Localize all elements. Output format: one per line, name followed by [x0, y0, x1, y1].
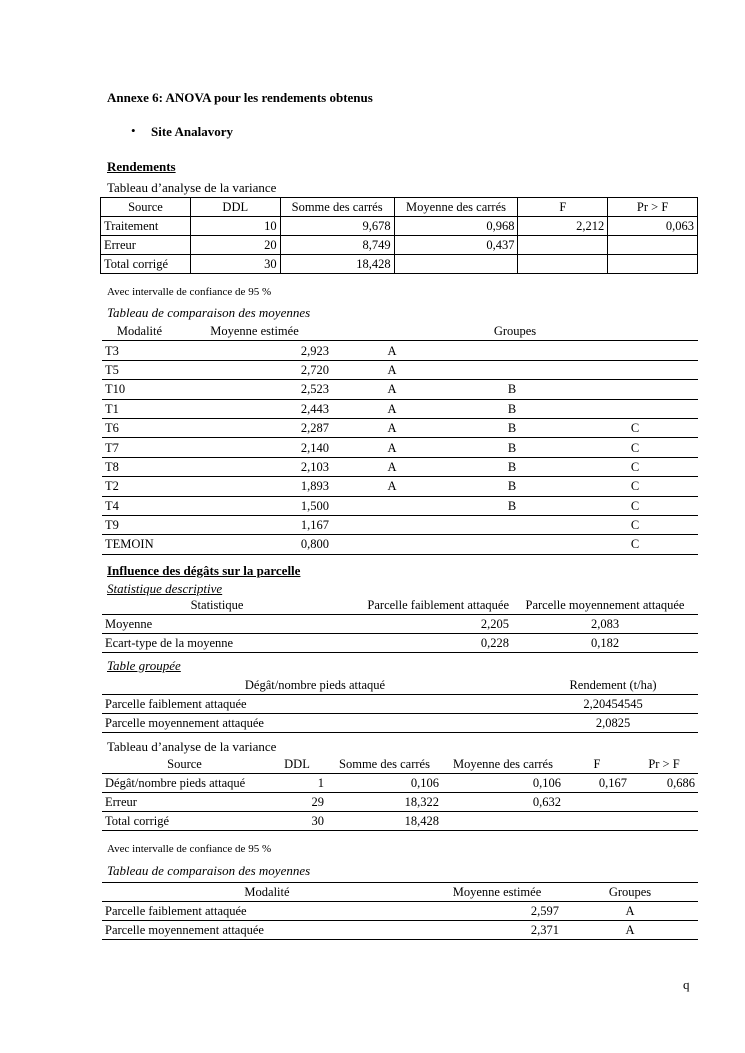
table-row [102, 360, 698, 379]
cell [452, 515, 572, 534]
confidence-note-2: Avec intervalle de confiance de 95 % [107, 843, 272, 855]
cell: Total corrigé [101, 255, 191, 274]
cell: 0,800 [177, 535, 332, 554]
table-row [102, 902, 698, 921]
header-cell: DDL [190, 198, 280, 217]
cell: 18,428 [327, 812, 442, 831]
cell: 0,182 [512, 634, 698, 653]
descriptive-caption: Statistique descriptive [107, 581, 223, 596]
table-header-row [102, 322, 698, 341]
cell: Parcelle moyennement attaquée [102, 921, 432, 940]
cell [572, 341, 698, 360]
cell: B [452, 477, 572, 496]
cell: 2,083 [512, 615, 698, 634]
table-row [102, 380, 698, 399]
table-row [102, 341, 698, 360]
cell [608, 255, 698, 274]
header-cell: Somme des carrés [327, 755, 442, 774]
table-row [102, 812, 698, 831]
cell: B [452, 399, 572, 418]
table-row [101, 217, 698, 236]
table-row [102, 535, 698, 554]
table-row [102, 714, 698, 733]
cell: 0,437 [394, 236, 518, 255]
header-cell: Source [102, 755, 267, 774]
section-title-degats: Influence des dégâts sur la parcelle [107, 563, 301, 578]
cell: Parcelle faiblement attaquée [102, 695, 528, 714]
cell [564, 793, 630, 812]
grouped-caption: Table groupée [107, 658, 181, 673]
cell: C [572, 438, 698, 457]
cell: 2,205 [332, 615, 512, 634]
table-row [102, 477, 698, 496]
anova2-table [102, 755, 698, 831]
cell: A [332, 399, 452, 418]
cell: T3 [102, 341, 177, 360]
cell: 0,167 [564, 774, 630, 793]
table-row [101, 236, 698, 255]
cell: 0,063 [608, 217, 698, 236]
cell: T10 [102, 380, 177, 399]
header-cell: Moyenne estimée [177, 322, 332, 341]
header-cell: Moyenne estimée [432, 883, 562, 902]
cell: C [572, 535, 698, 554]
cell: B [452, 380, 572, 399]
cell [394, 255, 518, 274]
cell: Parcelle faiblement attaquée [102, 902, 432, 921]
page-number: q [683, 977, 690, 992]
cell [564, 812, 630, 831]
cell: Total corrigé [102, 812, 267, 831]
cell: 2,720 [177, 360, 332, 379]
confidence-note: Avec intervalle de confiance de 95 % [107, 286, 272, 298]
cell [518, 255, 608, 274]
cell: 29 [267, 793, 327, 812]
header-cell: Pr > F [630, 755, 698, 774]
cell [572, 360, 698, 379]
cell: T7 [102, 438, 177, 457]
cell: 20 [190, 236, 280, 255]
table-row [102, 399, 698, 418]
cell: 9,678 [280, 217, 394, 236]
cell: 2,103 [177, 457, 332, 476]
table-row [102, 418, 698, 437]
cell [332, 496, 452, 515]
cell: 2,20454545 [528, 695, 698, 714]
descriptive-table [102, 596, 698, 653]
cell: 2,0825 [528, 714, 698, 733]
header-cell: Moyenne des carrés [442, 755, 564, 774]
header-cell: Parcelle faiblement attaquée [332, 596, 512, 615]
cell: 1 [267, 774, 327, 793]
cell [452, 360, 572, 379]
cell: 18,428 [280, 255, 394, 274]
cell: T2 [102, 477, 177, 496]
cell: 2,443 [177, 399, 332, 418]
cell: C [572, 418, 698, 437]
cell: 0,632 [442, 793, 564, 812]
site-label: Site Analavory [151, 124, 233, 139]
header-cell: DDL [267, 755, 327, 774]
cell: C [572, 515, 698, 534]
header-cell: Modalité [102, 322, 177, 341]
cell: T1 [102, 399, 177, 418]
header-cell: Groupes [562, 883, 698, 902]
cell: 2,287 [177, 418, 332, 437]
table-row [102, 793, 698, 812]
cell [630, 793, 698, 812]
cell: A [332, 380, 452, 399]
cell: 0,968 [394, 217, 518, 236]
cell [452, 341, 572, 360]
cell: 30 [190, 255, 280, 274]
table-header-row [102, 596, 698, 615]
cell [572, 380, 698, 399]
cell: 2,371 [432, 921, 562, 940]
table-row [102, 615, 698, 634]
header-cell: Groupes [332, 322, 698, 341]
cell: 1,167 [177, 515, 332, 534]
cell [452, 535, 572, 554]
cell: A [332, 341, 452, 360]
table-row [101, 255, 698, 274]
header-cell: F [564, 755, 630, 774]
table-row [102, 457, 698, 476]
cell: T8 [102, 457, 177, 476]
cell: B [452, 418, 572, 437]
cell: 1,500 [177, 496, 332, 515]
cell: 2,923 [177, 341, 332, 360]
header-cell: Parcelle moyennement attaquée [512, 596, 698, 615]
grouped-table [102, 676, 698, 733]
cell: T6 [102, 418, 177, 437]
header-cell: Moyenne des carrés [394, 198, 518, 217]
table-row [102, 438, 698, 457]
annex-title: Annexe 6: ANOVA pour les rendements obtenus [107, 90, 373, 105]
header-cell: Modalité [102, 883, 432, 902]
cell: 0,106 [442, 774, 564, 793]
table-row [102, 695, 698, 714]
comparison1-table [102, 322, 698, 555]
table-header-row [101, 198, 698, 217]
cell: T9 [102, 515, 177, 534]
cell: C [572, 496, 698, 515]
cell: 8,749 [280, 236, 394, 255]
table-header-row [102, 883, 698, 902]
header-cell: Pr > F [608, 198, 698, 217]
section-title-rendements: Rendements [107, 159, 176, 174]
cell: A [332, 438, 452, 457]
cell: 0,228 [332, 634, 512, 653]
table-row [102, 774, 698, 793]
cell: Erreur [101, 236, 191, 255]
cell: Ecart-type de la moyenne [102, 634, 332, 653]
cell: 0,686 [630, 774, 698, 793]
bullet: • [131, 123, 136, 138]
header-cell: Statistique [102, 596, 332, 615]
cell: A [332, 477, 452, 496]
table-row [102, 921, 698, 940]
cell [442, 812, 564, 831]
cell: A [562, 902, 698, 921]
cell: TEMOIN [102, 535, 177, 554]
cell [332, 515, 452, 534]
cell [608, 236, 698, 255]
cell [572, 399, 698, 418]
cell [518, 236, 608, 255]
anova1-table [100, 197, 698, 274]
cell: T5 [102, 360, 177, 379]
cell: A [332, 418, 452, 437]
table-row [102, 496, 698, 515]
header-cell: Dégât/nombre pieds attaqué [102, 676, 528, 695]
cell: Parcelle moyennement attaquée [102, 714, 528, 733]
cell: 10 [190, 217, 280, 236]
header-cell: Rendement (t/ha) [528, 676, 698, 695]
cell: C [572, 477, 698, 496]
cell: 18,322 [327, 793, 442, 812]
cell: 0,106 [327, 774, 442, 793]
comparison2-caption: Tableau de comparaison des moyennes [107, 863, 311, 878]
cell: Dégât/nombre pieds attaqué [102, 774, 267, 793]
table-row [102, 515, 698, 534]
header-cell: F [518, 198, 608, 217]
table-row [102, 634, 698, 653]
cell: B [452, 496, 572, 515]
cell: T4 [102, 496, 177, 515]
comparison2-table [102, 882, 698, 940]
cell: C [572, 457, 698, 476]
cell: Erreur [102, 793, 267, 812]
cell: 1,893 [177, 477, 332, 496]
table-header-row [102, 676, 698, 695]
cell [332, 535, 452, 554]
header-cell: Source [101, 198, 191, 217]
cell: B [452, 438, 572, 457]
comparison1-caption: Tableau de comparaison des moyennes [107, 305, 311, 320]
header-cell: Somme des carrés [280, 198, 394, 217]
cell: 2,212 [518, 217, 608, 236]
anova2-caption: Tableau d’analyse de la variance [107, 739, 277, 754]
cell: 2,523 [177, 380, 332, 399]
cell: 2,140 [177, 438, 332, 457]
cell: B [452, 457, 572, 476]
cell: A [332, 457, 452, 476]
cell [630, 812, 698, 831]
cell: 30 [267, 812, 327, 831]
cell: Traitement [101, 217, 191, 236]
cell: Moyenne [102, 615, 332, 634]
cell: A [332, 360, 452, 379]
anova1-caption: Tableau d’analyse de la variance [107, 180, 277, 195]
cell: A [562, 921, 698, 940]
cell: 2,597 [432, 902, 562, 921]
table-header-row [102, 755, 698, 774]
